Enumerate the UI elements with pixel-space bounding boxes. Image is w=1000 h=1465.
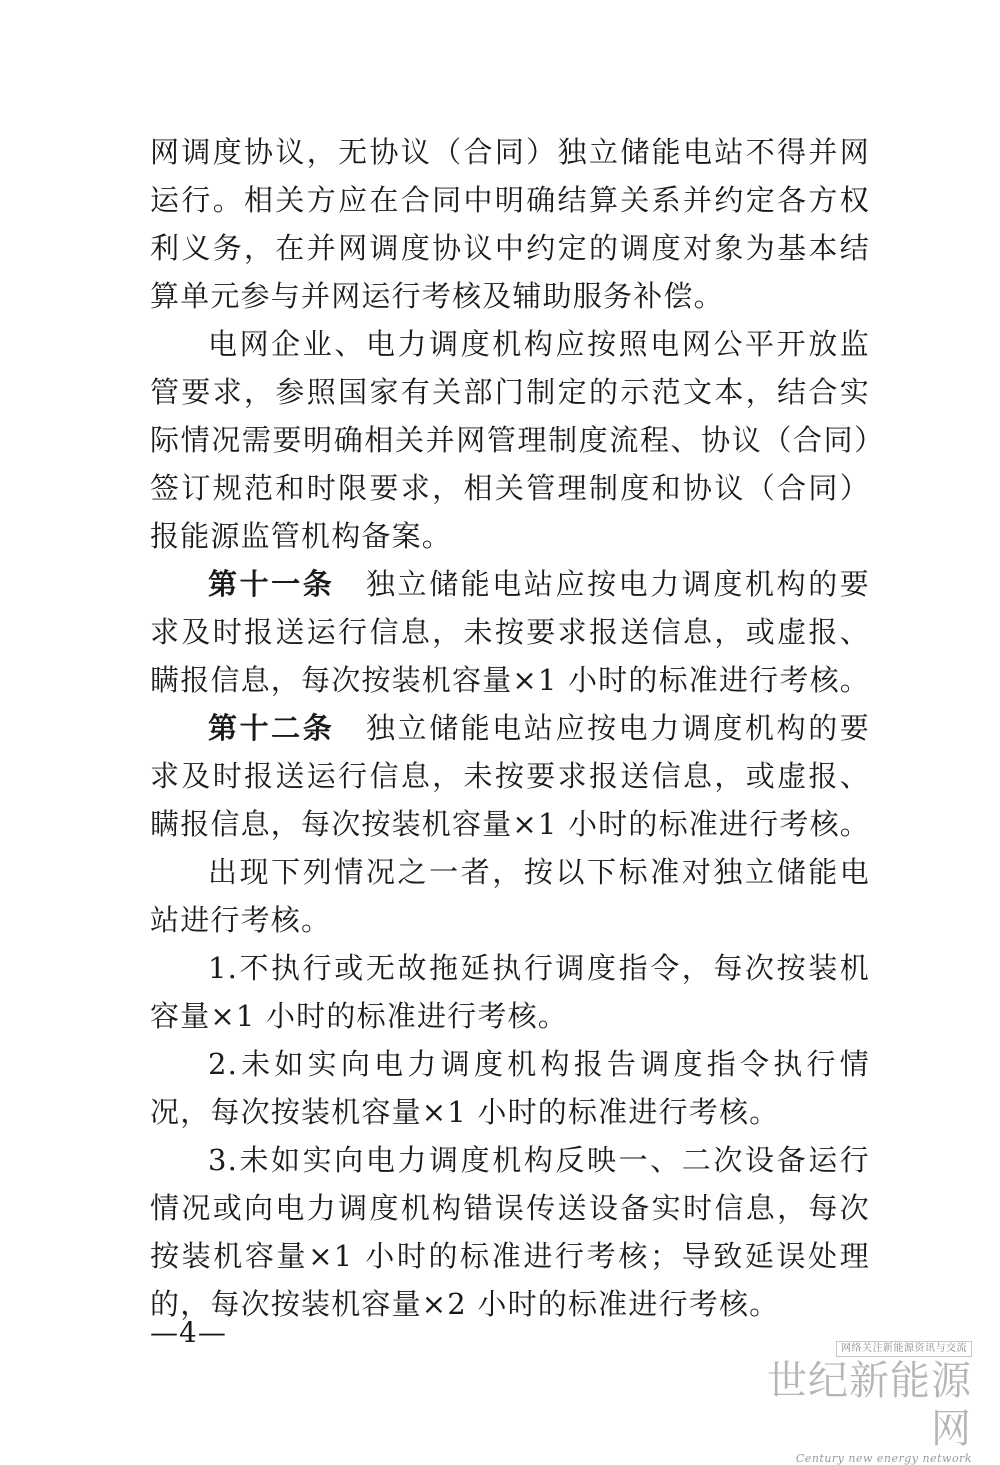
article-paragraph (150, 560, 870, 704)
paragraph-text: 3.未如实向电力调度机构反映一、二次设备运行情况或向电力调度机构错误传送设备实时信息，每次按装机容量×1 小时的标准进行考核；导致延误处理的，每次按装机容量×2 小时的标准进行考核。 (150, 1143, 870, 1321)
paragraph-text: 电网企业、电力调度机构应按照电网公平开放监管要求，参照国家有关部门制定的示范文本，结合实际情况需要明确相关并网管理制度流程、协议（合同）签订规范和时限要求，相关管理制度和协议（合同）报能源监管机构备案。 (150, 327, 870, 553)
watermark-logo (762, 1336, 972, 1465)
paragraph-text: 1.不执行或无故拖延执行调度指令，每次按装机容量×1 小时的标准进行考核。 (150, 951, 870, 1033)
article-paragraph (150, 704, 870, 848)
list-item (150, 1040, 870, 1136)
paragraph-text: 网调度协议，无协议（合同）独立储能电站不得并网运行。相关方应在合同中明确结算关系并约定各方权利义务，在并网调度协议中约定的调度对象为基本结算单元参与并网运行考核及辅助服务补偿。 (150, 135, 870, 313)
paragraph-text: 独立储能电站应按电力调度机构的要求及时报送运行信息，未按要求报送信息，或虚报、瞒报信息，每次按装机容量×1 小时的标准进行考核。 (150, 711, 870, 841)
article-heading: 第十二条 (208, 711, 335, 745)
list-item (150, 944, 870, 1040)
list-item (150, 1136, 870, 1328)
paragraph (150, 848, 870, 944)
paragraph (150, 320, 870, 560)
paragraph (150, 128, 870, 320)
document-body (150, 128, 870, 1328)
watermark-brand: 世纪新能源网 (767, 1358, 972, 1452)
article-heading: 第十一条 (208, 567, 335, 601)
paragraph-text: 出现下列情况之一者，按以下标准对独立储能电站进行考核。 (150, 855, 870, 937)
paragraph-text: 2.未如实向电力调度机构报告调度指令执行情况，每次按装机容量×1 小时的标准进行考核。 (150, 1047, 870, 1129)
watermark-tagline: 网络关注新能源资讯与交流 (836, 1341, 972, 1357)
watermark-english: Century new energy network (795, 1452, 972, 1465)
page-number: —4— (150, 1316, 227, 1349)
paragraph-text: 独立储能电站应按电力调度机构的要求及时报送运行信息，未按要求报送信息，或虚报、瞒报信息，每次按装机容量×1 小时的标准进行考核。 (150, 567, 870, 697)
